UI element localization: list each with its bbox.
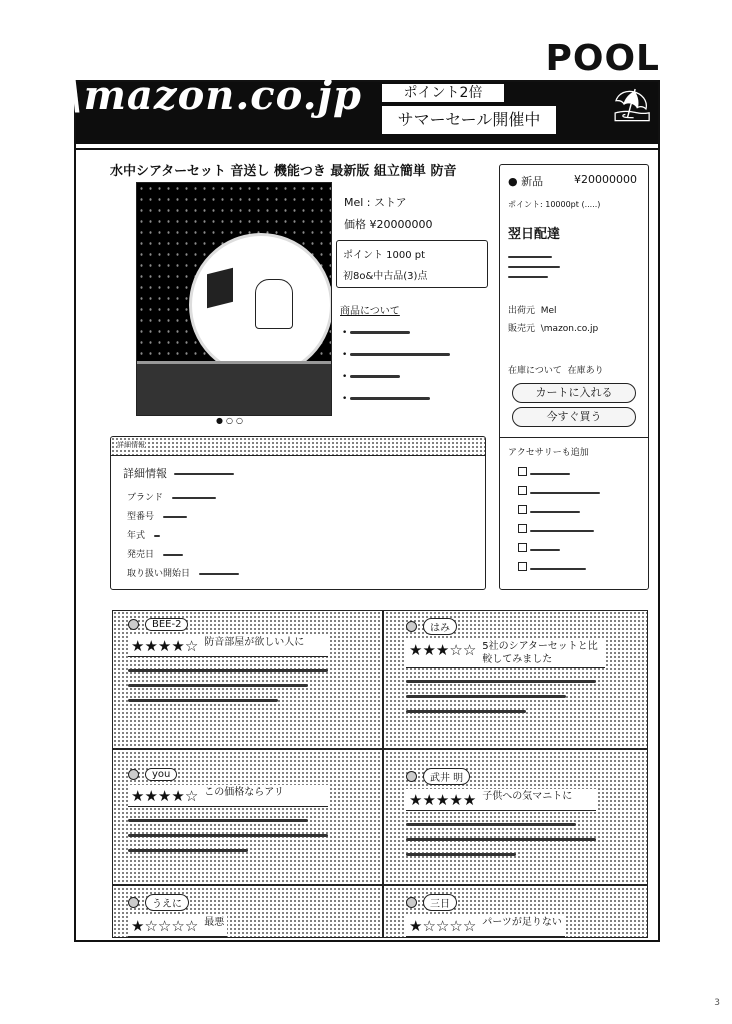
accessory-item[interactable] [518, 541, 600, 560]
star-filled-icon: ★ [409, 791, 423, 809]
accessory-title: アクセサリーも追加 [508, 448, 589, 458]
star-empty-icon: ☆ [171, 917, 185, 935]
promo-sale-badge[interactable]: サマーセール開催中 [382, 106, 556, 134]
product-title: 水中シアターセット 音送し 機能つき 最新版 組立簡単 防音 [110, 164, 457, 179]
review-header [406, 894, 565, 911]
star-empty-icon: ☆ [157, 917, 172, 935]
seller-value[interactable]: \mazon.co.jp [540, 324, 599, 334]
star-filled-icon: ★ [171, 787, 185, 805]
star-rating [131, 786, 198, 805]
header-divider [76, 148, 658, 150]
stock-label: 在庫について [508, 366, 562, 376]
details-title: 詳細情報 [123, 465, 234, 481]
star-filled-icon: ★ [422, 641, 436, 659]
details-row: 年式 [127, 527, 239, 546]
reviews-divider-h1 [112, 748, 648, 750]
buy-box-price: ¥20000000 [574, 173, 637, 186]
star-empty-icon: ☆ [184, 637, 199, 655]
star-filled-icon: ★ [435, 641, 450, 659]
review-rating-line [406, 789, 596, 811]
stock-value: 在庫あり [567, 366, 604, 376]
accessory-item[interactable] [518, 560, 600, 579]
review-card [406, 618, 605, 713]
about-label: 商品について [340, 306, 400, 317]
review-body-line [128, 669, 328, 672]
list-item: • [342, 322, 450, 344]
review-body-line [128, 699, 278, 702]
review-body-line [128, 819, 308, 822]
carousel-dot[interactable]: ● [216, 416, 226, 425]
star-empty-icon: ☆ [422, 917, 436, 935]
review-rating-line [128, 785, 328, 807]
reviewer-name[interactable]: BEE-2 [145, 618, 188, 631]
review-header [128, 894, 227, 911]
page-number: 3 [714, 998, 720, 1008]
accessory-item[interactable] [518, 484, 600, 503]
site-header [68, 72, 658, 144]
seller-label: 販売元 [508, 324, 536, 334]
review-header [406, 768, 596, 785]
buy-box [499, 164, 649, 590]
screen-icon [207, 268, 233, 308]
star-empty-icon: ☆ [449, 917, 463, 935]
reviewer-name[interactable]: うえに [145, 894, 189, 911]
star-empty-icon: ☆ [184, 917, 199, 935]
avatar [128, 619, 139, 630]
points-line: ポイント 1000 pt [343, 250, 426, 261]
star-filled-icon: ★ [409, 641, 423, 659]
review-card [128, 618, 328, 702]
reviews-divider-h2 [112, 884, 648, 886]
review-card [128, 894, 227, 937]
product-price: 価格 ¥20000000 [344, 218, 433, 231]
image-carousel-dots[interactable] [216, 416, 246, 425]
reviews-divider-v [382, 610, 384, 938]
reviewer-name[interactable]: you [145, 768, 177, 781]
star-empty-icon: ☆ [462, 641, 477, 659]
star-filled-icon: ★ [422, 791, 436, 809]
details-header [111, 437, 485, 456]
details-header-text: 詳細情報 [117, 441, 145, 449]
site-logo[interactable]: \mazon.co.jp [68, 72, 362, 119]
details-row: 型番号 [127, 508, 239, 527]
star-empty-icon: ☆ [435, 917, 450, 935]
star-rating [409, 790, 476, 809]
star-filled-icon: ★ [131, 787, 145, 805]
star-empty-icon: ☆ [144, 917, 158, 935]
avatar [406, 771, 417, 782]
points-box [336, 240, 488, 288]
reviewer-name[interactable]: 武井 明 [423, 768, 470, 785]
coupon-line[interactable]: 初8o&中古品(3)点 [343, 271, 428, 282]
review-title: パーツが足りない [482, 917, 562, 928]
list-item: • [342, 344, 450, 366]
star-filled-icon: ★ [144, 787, 158, 805]
review-body-line [128, 834, 328, 837]
avatar [128, 769, 139, 780]
star-filled-icon: ★ [449, 791, 463, 809]
details-row: 取り扱い開始日 [127, 565, 239, 584]
review-rating-line [128, 635, 328, 657]
waves [137, 361, 331, 416]
list-item: • [342, 388, 450, 410]
beach-umbrella-icon: ⛱ [612, 86, 653, 124]
checkbox[interactable] [518, 524, 527, 533]
star-rating [131, 636, 198, 655]
about-bullets [342, 322, 450, 410]
browser-frame [68, 72, 660, 942]
points-info: ポイント: 10000pt (.....) [508, 200, 601, 209]
review-header [406, 618, 605, 635]
page-label: POOL [545, 38, 660, 79]
person-in-chair [255, 279, 293, 329]
condition-label: ● 新品 [508, 175, 544, 188]
delivery-info: 翌日配達 [508, 227, 561, 242]
review-title: 子供への気マニトに [482, 791, 573, 802]
review-body-line [128, 684, 308, 687]
review-body-line [406, 680, 596, 683]
review-header [128, 768, 328, 781]
review-body-line [406, 838, 596, 841]
review-card [406, 894, 565, 937]
review-title: 防音部屋が欲しい人に [204, 637, 305, 648]
star-filled-icon: ★ [462, 791, 477, 809]
add-to-cart-button[interactable]: カートに入れる [512, 383, 636, 403]
accessory-item[interactable] [518, 522, 600, 541]
review-title: この価格ならアリ [204, 787, 284, 798]
ship-from-label: 出荷元 [508, 306, 536, 316]
star-rating [131, 916, 198, 935]
buy-now-button[interactable]: 今すぐ買う [512, 407, 636, 427]
review-card [128, 768, 328, 852]
review-title: 最悪 [204, 917, 225, 928]
checkbox[interactable] [518, 562, 527, 571]
star-filled-icon: ★ [144, 637, 158, 655]
seller-link[interactable]: Mel : ストア [344, 196, 407, 209]
details-row: 発売日 [127, 546, 239, 565]
review-body-line [406, 853, 516, 856]
checkbox[interactable] [518, 543, 527, 552]
review-header [128, 618, 328, 631]
avatar [406, 897, 417, 908]
details-box [110, 436, 486, 590]
carousel-dot[interactable]: ○ [235, 416, 246, 425]
review-rating-line [406, 639, 605, 668]
star-empty-icon: ☆ [184, 787, 199, 805]
star-filled-icon: ★ [131, 637, 145, 655]
star-filled-icon: ★ [435, 791, 450, 809]
checkbox[interactable] [518, 505, 527, 514]
star-filled-icon: ★ [157, 787, 172, 805]
review-body-line [128, 849, 248, 852]
star-empty-icon: ☆ [449, 641, 463, 659]
star-filled-icon: ★ [157, 637, 172, 655]
review-title: 5社のシアターセットと比較してみました [482, 641, 598, 665]
carousel-dot[interactable]: ○ [225, 416, 236, 425]
reviewer-name[interactable]: 三日 [423, 894, 457, 911]
buy-box-divider [500, 437, 648, 438]
star-rating [409, 916, 476, 935]
review-card [406, 768, 596, 856]
review-rating-line [128, 915, 227, 937]
details-rows [127, 489, 239, 584]
star-filled-icon: ★ [171, 637, 185, 655]
reviewer-name[interactable]: はみ [423, 618, 457, 635]
avatar [128, 897, 139, 908]
checkbox[interactable] [518, 467, 527, 476]
list-item: • [342, 366, 450, 388]
review-body-line [406, 823, 576, 826]
avatar [406, 621, 417, 632]
checkbox[interactable] [518, 486, 527, 495]
promo-points-badge[interactable]: ポイント2倍 [382, 84, 504, 102]
review-body-line [406, 710, 526, 713]
star-filled-icon: ★ [409, 917, 423, 935]
star-filled-icon: ★ [131, 917, 145, 935]
accessory-item[interactable] [518, 503, 600, 522]
accessory-list [518, 465, 600, 579]
star-empty-icon: ☆ [462, 917, 477, 935]
accessory-item[interactable] [518, 465, 600, 484]
details-row: ブランド [127, 489, 239, 508]
review-rating-line [406, 915, 565, 937]
star-rating [409, 640, 476, 659]
review-body-line [406, 695, 566, 698]
ship-from-value: Mel [540, 306, 557, 316]
product-image[interactable] [136, 182, 332, 416]
